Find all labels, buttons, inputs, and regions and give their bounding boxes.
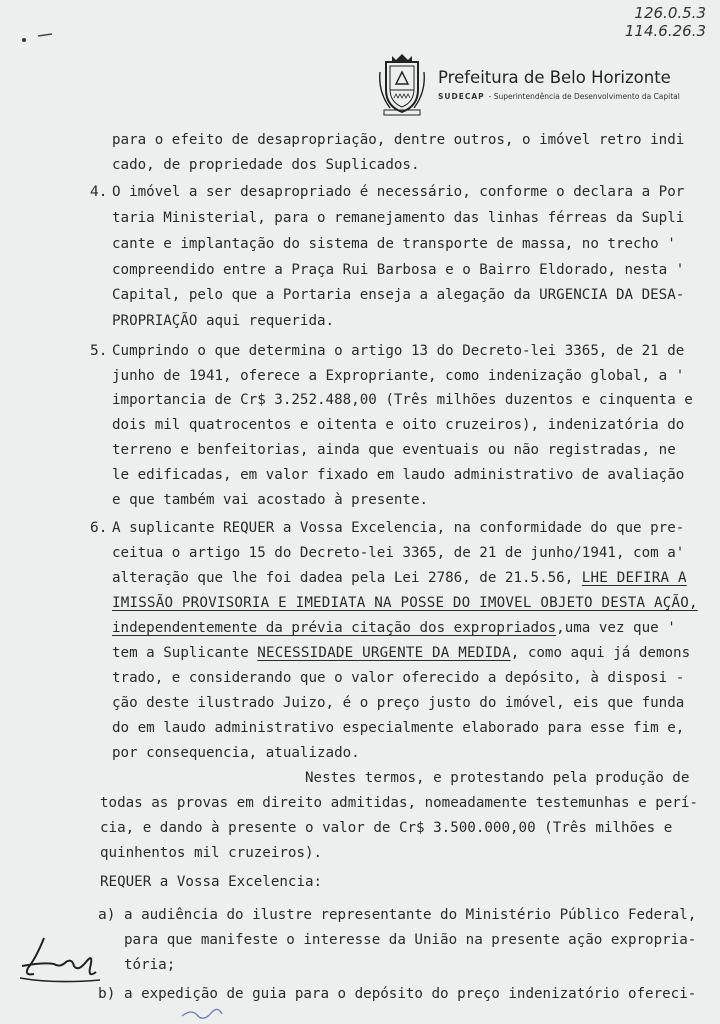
text-span: alteração que lhe foi dadea pela Lei 2786, de 21.5.56,	[112, 570, 582, 586]
underlined-text-line: IMISSÃO PROVISORIA E IMEDIATA NA POSSE DO IMOVEL OBJETO DESTA AÇÃO,	[112, 595, 698, 611]
letterhead-subtitle	[438, 92, 680, 101]
archive-code-2: 114.6.26.3	[624, 22, 706, 40]
letterhead	[376, 52, 680, 122]
text-span: tem a Suplicante	[112, 645, 258, 661]
text-span: ,uma vez que '	[556, 620, 676, 636]
underlined-text: independentemente da prévia citação dos expropriados	[112, 620, 557, 636]
text-line	[112, 643, 690, 663]
text-line: dois mil quatrocentos e oitenta e oito cruzeiros), indenizatória do	[112, 417, 685, 433]
ink-mark	[18, 28, 58, 48]
text-line: tória;	[124, 957, 176, 973]
text-line: quinhentos mil cruzeiros).	[100, 845, 323, 861]
item-letter-a: a)	[98, 907, 116, 923]
text-line: le edificadas, em valor fixado em laudo administrativo de avaliação	[112, 467, 685, 483]
item-number-4: 4.	[90, 184, 108, 200]
text-line: compreendido entre a Praça Rui Barbosa e o Bairro Eldorado, nesta '	[112, 262, 685, 278]
text-line: cado, de propriedade dos Suplicados.	[112, 157, 420, 173]
text-line: ceitua o artigo 15 do Decreto-lei 3365, de 21 de junho/1941, com a'	[112, 545, 685, 561]
letterhead-agency: - Superintendência de Desenvolvimento da Capital	[488, 92, 680, 101]
text-line: para o efeito de desapropriação, dentre outros, o imóvel retro indi	[112, 132, 685, 148]
text-line: para que manifeste o interesse da União na presente ação expropria-	[124, 932, 697, 948]
signature-drawing	[14, 928, 104, 988]
text-line: taria Ministerial, para o remanejamento das linhas férreas da Supli	[112, 210, 685, 226]
city-crest-icon	[376, 52, 428, 118]
text-line: cia, e dando à presente o valor de Cr$ 3.500.000,00 (Três milhões e	[100, 820, 673, 836]
text-line: todas as provas em direito admitidas, nomeadamente testemunhas e perí-	[100, 795, 698, 811]
text-line: Nestes termos, e protestando pela produção de	[305, 770, 690, 786]
text-line: Cumprindo o que determina o artigo 13 do Decreto-lei 3365, de 21 de	[112, 343, 685, 359]
text-line: e que também vai acostado à presente.	[112, 492, 429, 508]
pencil-mark	[178, 1002, 226, 1024]
letterhead-sudecap: SUDECAP	[438, 92, 485, 101]
item-number-6: 6.	[90, 520, 108, 536]
archive-codes	[625, 4, 706, 40]
underlined-text: LHE DEFIRA A	[581, 570, 687, 586]
text-line: ção deste ilustrado Juizo, é o preço justo do imóvel, eis que funda	[112, 695, 685, 711]
archive-code-1: 126.0.5.3	[634, 4, 706, 22]
text-span: , como aqui já demons	[510, 645, 691, 661]
text-line: a audiência do ilustre representante do Ministério Público Federal,	[124, 907, 697, 923]
text-line: trado, e considerando que o valor oferecido a depósito, à disposi -	[112, 670, 685, 686]
text-line: REQUER a Vossa Excelencia:	[100, 874, 323, 890]
text-line	[112, 618, 676, 638]
text-line: O imóvel a ser desapropriado é necessário, conforme o declara a Por	[112, 184, 685, 200]
text-line: A suplicante REQUER a Vossa Excelencia, na conformidade do que pre-	[112, 520, 685, 536]
text-line: do em laudo administrativo especialmente elaborado para esse fim e,	[112, 720, 685, 736]
text-line: a expedição de guia para o depósito do preço indenizatório oferеci-	[124, 986, 697, 1002]
text-line: junho de 1941, oferece a Expropriante, como indenização global, a '	[112, 368, 685, 384]
letterhead-title: Prefeitura de Belo Horizonte	[438, 68, 671, 87]
text-line: por consequencia, atualizado.	[112, 745, 360, 761]
text-line: Capital, pelo que a Portaria enseja a alegação da URGENCIA DA DESA-	[112, 287, 685, 303]
underlined-text: NECESSIDADE URGENTE DA MEDIDA	[257, 645, 511, 661]
text-line: terreno e benfeitorias, ainda que eventuais ou não registradas, ne	[112, 442, 676, 458]
text-line: PROPRIAÇÃO aqui requerida.	[112, 313, 335, 329]
item-letter-b: b)	[98, 986, 116, 1002]
text-line	[112, 568, 687, 588]
item-number-5: 5.	[90, 343, 108, 359]
text-line: cante e implantação do sistema de transporte de massa, no trecho '	[112, 236, 676, 252]
text-line: importancia de Cr$ 3.252.488,00 (Três milhões duzentos e cinquenta e	[112, 392, 693, 408]
